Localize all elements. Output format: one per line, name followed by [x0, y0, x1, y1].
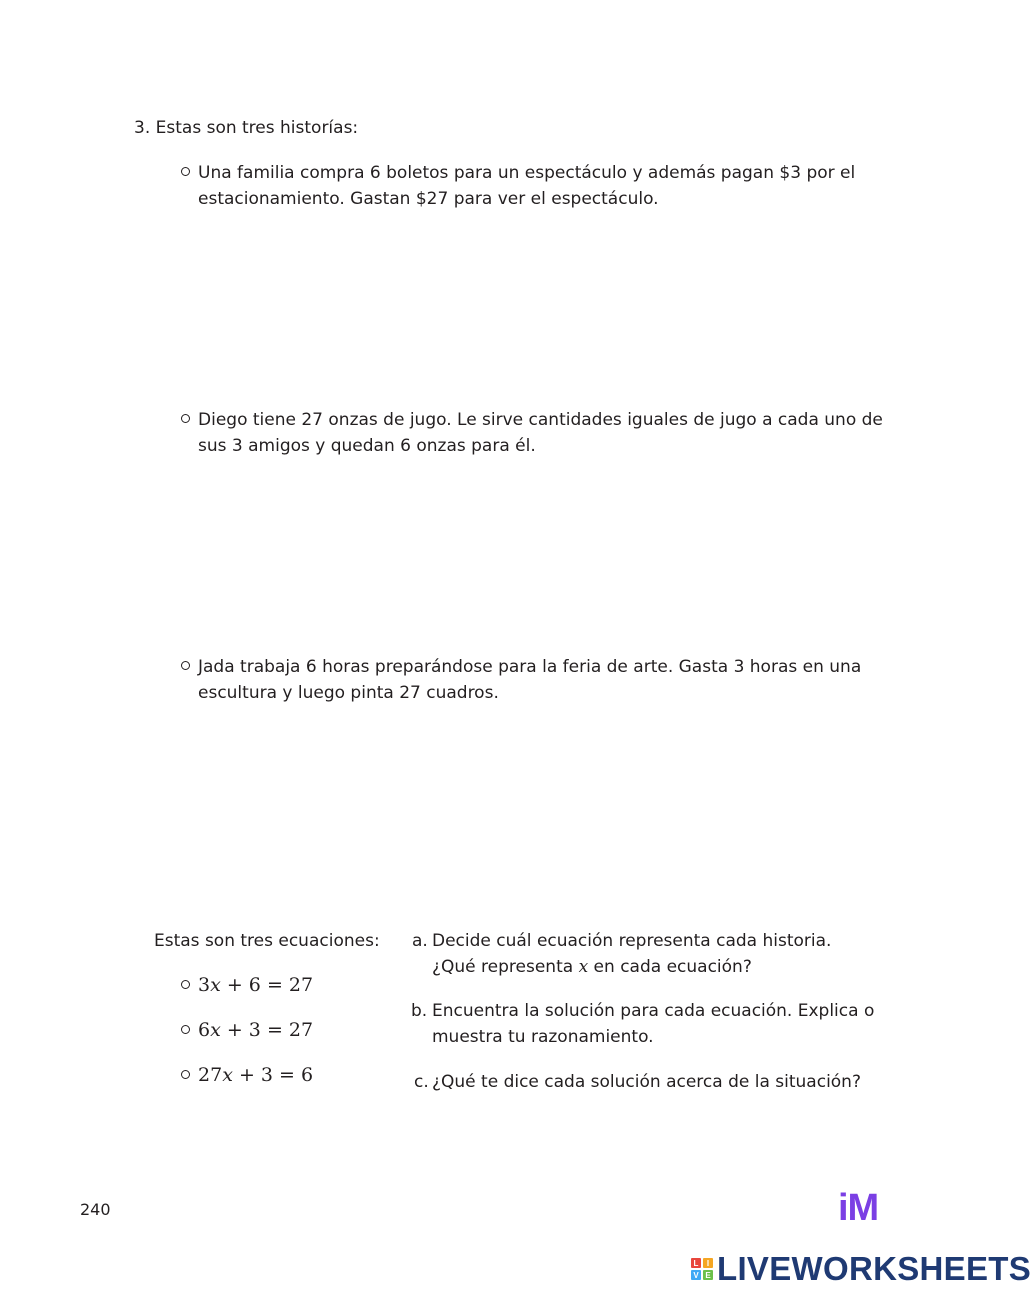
- question-a-line-1: Decide cuál ecuación representa cada historia.: [432, 931, 832, 951]
- question-b-line-2: muestra tu razonamiento.: [432, 1027, 654, 1047]
- liveworksheets-logo-icon: L I V E: [691, 1258, 713, 1280]
- question-a-letter: a.: [412, 931, 428, 951]
- story-3-line-2: escultura y luego pinta 27 cuadros.: [198, 683, 499, 703]
- bullet-icon: [181, 661, 190, 670]
- equation-2: 6x + 3 = 27: [198, 1019, 314, 1041]
- story-2-line-2: sus 3 amigos y quedan 6 onzas para él.: [198, 436, 536, 456]
- page-number: 240: [80, 1200, 111, 1219]
- bullet-icon: [181, 1025, 190, 1034]
- liveworksheets-watermark: [691, 1250, 1031, 1288]
- bullet-icon: [181, 167, 190, 176]
- brand-logo: iM: [838, 1187, 879, 1229]
- watermark-text: LIVEWORKSHEETS: [717, 1250, 1031, 1287]
- variable-x: x: [578, 957, 589, 977]
- question-b-line-1: Encuentra la solución para cada ecuación. Explica o: [432, 1001, 875, 1021]
- equations-intro: Estas son tres ecuaciones:: [154, 931, 380, 951]
- bullet-icon: [181, 1070, 190, 1079]
- problem-number: 3.: [134, 118, 151, 138]
- equation-3: 27x + 3 = 6: [198, 1064, 314, 1086]
- bullet-icon: [181, 414, 190, 423]
- question-a-line-2: ¿Qué representa x en cada ecuación?: [432, 957, 752, 977]
- bullet-icon: [181, 980, 190, 989]
- problem-intro: Estas son tres historías:: [155, 118, 359, 138]
- story-2-line-1: Diego tiene 27 onzas de jugo. Le sirve cantidades iguales de jugo a cada uno de: [198, 410, 883, 430]
- question-b-letter: b.: [411, 1001, 428, 1021]
- story-1-line-2: estacionamiento. Gastan $27 para ver el espectáculo.: [198, 189, 659, 209]
- story-1-line-1: Una familia compra 6 boletos para un espectáculo y además pagan $3 por el: [198, 163, 856, 183]
- question-c-letter: c.: [414, 1072, 429, 1092]
- problem-heading: [134, 115, 358, 141]
- question-c-line-1: ¿Qué te dice cada solución acerca de la situación?: [432, 1072, 861, 1092]
- equation-1: 3x + 6 = 27: [198, 974, 314, 996]
- story-3-line-1: Jada trabaja 6 horas preparándose para la feria de arte. Gasta 3 horas en una: [198, 657, 862, 677]
